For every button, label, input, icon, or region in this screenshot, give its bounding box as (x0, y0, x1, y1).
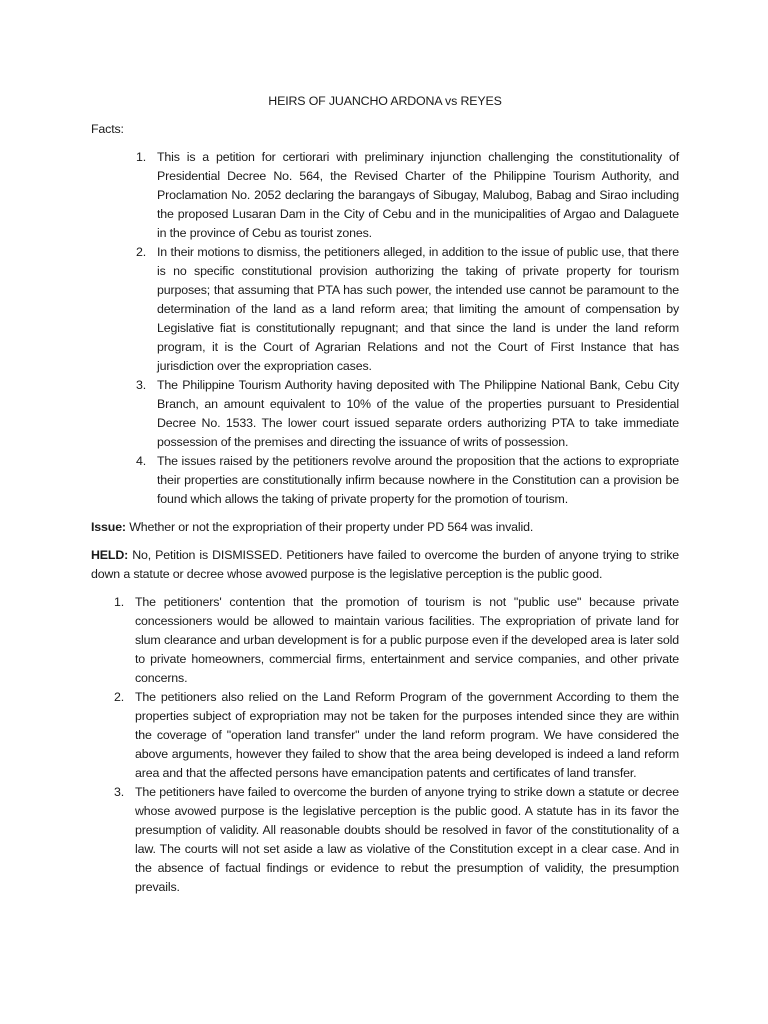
facts-item-text: The Philippine Tourism Authority having deposited with The Philippine National Bank, Cebu City Branch, an amount equivalent to 10% of the value of the properties pursuant to Presidential Decree No. 1533. The lower court issued separate orders authorizing PTA to take immediate possession of the premises and directing the issuance of writs of possession. (157, 378, 679, 449)
held-item (114, 783, 679, 897)
issue-paragraph (91, 518, 679, 537)
document-body (91, 92, 679, 897)
facts-list (136, 148, 679, 509)
held-item (114, 688, 679, 783)
list-number: 4. (136, 454, 147, 468)
issue-label: Issue: (91, 520, 126, 534)
facts-item (136, 376, 679, 452)
list-number: 1. (136, 150, 147, 164)
list-number: 3. (114, 785, 125, 799)
held-item-text: The petitioners have failed to overcome the burden of anyone trying to strike down a statute or decree whose avowed purpose is the legislative perception is the public good. A statute has in its favor the presumption of validity. All reasonable doubts should be resolved in favor of the constitutionality of a law. The courts will not set aside a law as violative of the Constitution except in a clear case. And in the absence of factual findings or evidence to rebut the presumption of validity, the presumption prevails. (135, 785, 679, 894)
facts-item-text: In their motions to dismiss, the petitioners alleged, in addition to the issue of public use, that there is no specific constitutional provision authorizing the taking of private property for tourism purposes; that assuming that PTA has such power, the intended use cannot be paramount to the determination of the land as a land reform area; that limiting the amount of compensation by Legislative fiat is constitutionally repugnant; and that since the land is under the land reform program, it is the Court of Agrarian Relations and not the Court of First Instance that has jurisdiction over the expropriation cases. (157, 245, 679, 373)
issue-text: Whether or not the expropriation of their property under PD 564 was invalid. (125, 520, 534, 534)
facts-item (136, 148, 679, 243)
facts-item-text: This is a petition for certiorari with preliminary injunction challenging the constitutionality of Presidential Decree No. 564, the Revised Charter of the Philippine Tourism Authority, and Proclamation No. 2052 declaring the barangays of Sibugay, Malubog, Babag and Sirao including the proposed Lusaran Dam in the City of Cebu and in the municipalities of Argao and Dalaguete in the province of Cebu as tourist zones. (157, 150, 679, 240)
list-number: 2. (136, 245, 147, 259)
facts-item (136, 452, 679, 509)
list-number: 2. (114, 690, 125, 704)
held-label: HELD: (91, 548, 129, 562)
list-number: 3. (136, 378, 147, 392)
held-list (114, 593, 679, 897)
held-text: No, Petition is DISMISSED. Petitioners have failed to overcome the burden of anyone trying to strike down a statute or decree whose avowed purpose is the legislative perception is the public good. (91, 548, 679, 581)
held-paragraph (91, 546, 679, 584)
held-item-text: The petitioners' contention that the promotion of tourism is not "public use" because private concessioners would be allowed to maintain various facilities. The expropriation of private land for slum clearance and urban development is for a public purpose even if the developed area is later sold to private homeowners, commercial firms, entertainment and service companies, and other private concerns. (135, 595, 679, 685)
facts-heading: Facts: (91, 122, 124, 136)
held-item (114, 593, 679, 688)
facts-item (136, 243, 679, 376)
list-number: 1. (114, 595, 125, 609)
facts-item-text: The issues raised by the petitioners revolve around the proposition that the actions to expropriate their properties are constitutionally infirm because nowhere in the Constitution can a provision be found which allows the taking of private property for the promotion of tourism. (157, 454, 679, 506)
held-item-text: The petitioners also relied on the Land Reform Program of the government According to them the properties subject of expropriation may not be taken for the purposes intended since they are within the coverage of "operation land transfer" under the land reform program. We have considered the above arguments, however they failed to show that the area being developed is indeed a land reform area and that the affected persons have emancipation patents and certificates of land transfer. (135, 690, 679, 780)
document-title: HEIRS OF JUANCHO ARDONA vs REYES (268, 94, 502, 108)
